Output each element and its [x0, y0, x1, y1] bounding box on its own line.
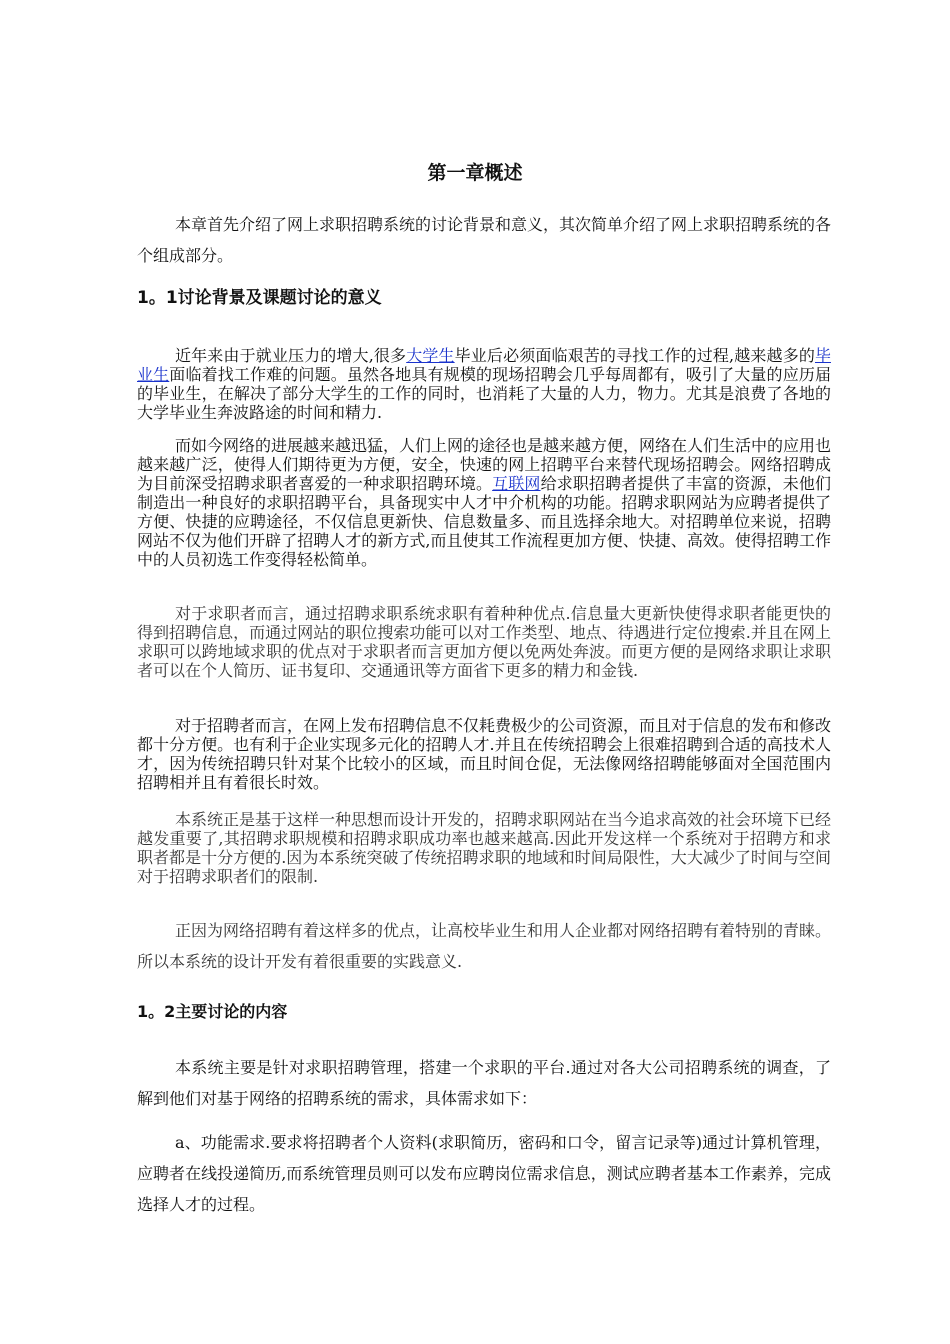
- paragraph-text: 给求职招聘者提供了丰富的资源，未他们制造出一种良好的求职招聘平台，具备现实中人才中介机构的功能。招聘求职网站为应聘者提供了方便、快捷的应聘途径，不仅信息更新快、信息数量多、而且选择余地大。对招聘单位来说，招聘网站不仅为他们开辟了招聘人才的新方式,而且使其工作流程更加方便、快捷、高效。使得招聘工作中的人员初选工作变得轻松简单。: [137, 474, 831, 569]
- paragraph-text: 近年来由于就业压力的增大,很多: [175, 346, 407, 365]
- paragraph-recruiters: 对于招聘者而言，在网上发布招聘信息不仅耗费极少的公司资源，而且对于信息的发布和修改都十分方便。也有利于企业实现多元化的招聘人才.并且在传统招聘会上很难招聘到合适的高技术人才，因为传统招聘只针对某个比较小的区域，而且时间仓促，无法像网络招聘能够面对全国范围内招聘相并且有着很长时效。: [137, 716, 832, 792]
- chapter-intro: 本章首先介绍了网上求职招聘系统的讨论背景和意义，其次简单介绍了网上求职招聘系统的各个组成部分。: [137, 215, 832, 265]
- paragraph-text: 毕业后必须面临艰苦的寻找工作的过程,越来越多的: [454, 346, 815, 365]
- paragraph-background-1: [137, 346, 831, 422]
- section-heading-1-1: 1。1讨论背景及课题讨论的意义: [137, 288, 382, 308]
- link-graduate[interactable]: 毕业生: [137, 346, 831, 384]
- paragraph-system-purpose: 本系统正是基于这样一种思想而设计开发的，招聘求职网站在当今追求高效的社会环境下已经越发重要了,其招聘求职规模和招聘求职成功率也越来越高.因此开发这样一个系统对于招聘方和求职者都是十分方便的.因为本系统突破了传统招聘求职的地域和时间局限性，大大减少了时间与空间对于招聘求职者们的限制.: [137, 810, 832, 886]
- paragraph-job-seekers: 对于求职者而言，通过招聘求职系统求职有着种种优点.信息量大更新快使得求职者能更快的得到招聘信息，而通过网站的职位搜索功能可以对工作类型、地点、待遇进行定位搜索.并且在网上求职可以跨地域求职的优点对于求职者而言更加方便以免两处奔波。而更方便的是网络求职让求职者可以在个人简历、证书复印、交通通讯等方面省下更多的精力和金钱.: [137, 604, 831, 680]
- paragraph-main-content: 本系统主要是针对求职招聘管理，搭建一个求职的平台.通过对各大公司招聘系统的调查，了解到他们对基于网络的招聘系统的需求，具体需求如下：: [137, 1058, 831, 1108]
- paragraph-text: 面临着找工作难的问题。虽然各地具有规模的现场招聘会几乎每周都有，吸引了大量的应历届的毕业生，在解决了部分大学生的工作的同时，也消耗了大量的人力，物力。尤其是浪费了各地的大学毕业生奔波路途的时间和精力.: [137, 365, 831, 422]
- link-internet[interactable]: 互联网: [492, 474, 541, 493]
- paragraph-significance: 正因为网络招聘有着这样多的优点，让高校毕业生和用人企业都对网络招聘有着特别的青睐。所以本系统的设计开发有着很重要的实践意义.: [137, 921, 832, 971]
- section-heading-1-2: 1。2主要讨论的内容: [137, 1002, 288, 1021]
- chapter-title: 第一章概述: [427, 162, 523, 184]
- paragraph-text: 而如今网络的进展越来越迅猛，人们上网的途径也是越来越方便，网络在人们生活中的应用也越来越广泛，使得人们期待更为方便，安全，快速的网上招聘平台来替代现场招聘会。网络招聘成为目前深受招聘求职者喜爱的一种求职招聘环境。: [137, 436, 832, 493]
- paragraph-background-2: [137, 436, 831, 569]
- link-college-student[interactable]: 大学生: [406, 346, 455, 365]
- paragraph-functional-requirements: a、功能需求.要求将招聘者个人资料(求职简历，密码和口令，留言记录等)通过计算机管理，应聘者在线投递简历,而系统管理员则可以发布应聘岗位需求信息，测试应聘者基本工作素养，完成选择人才的过程。: [137, 1133, 831, 1214]
